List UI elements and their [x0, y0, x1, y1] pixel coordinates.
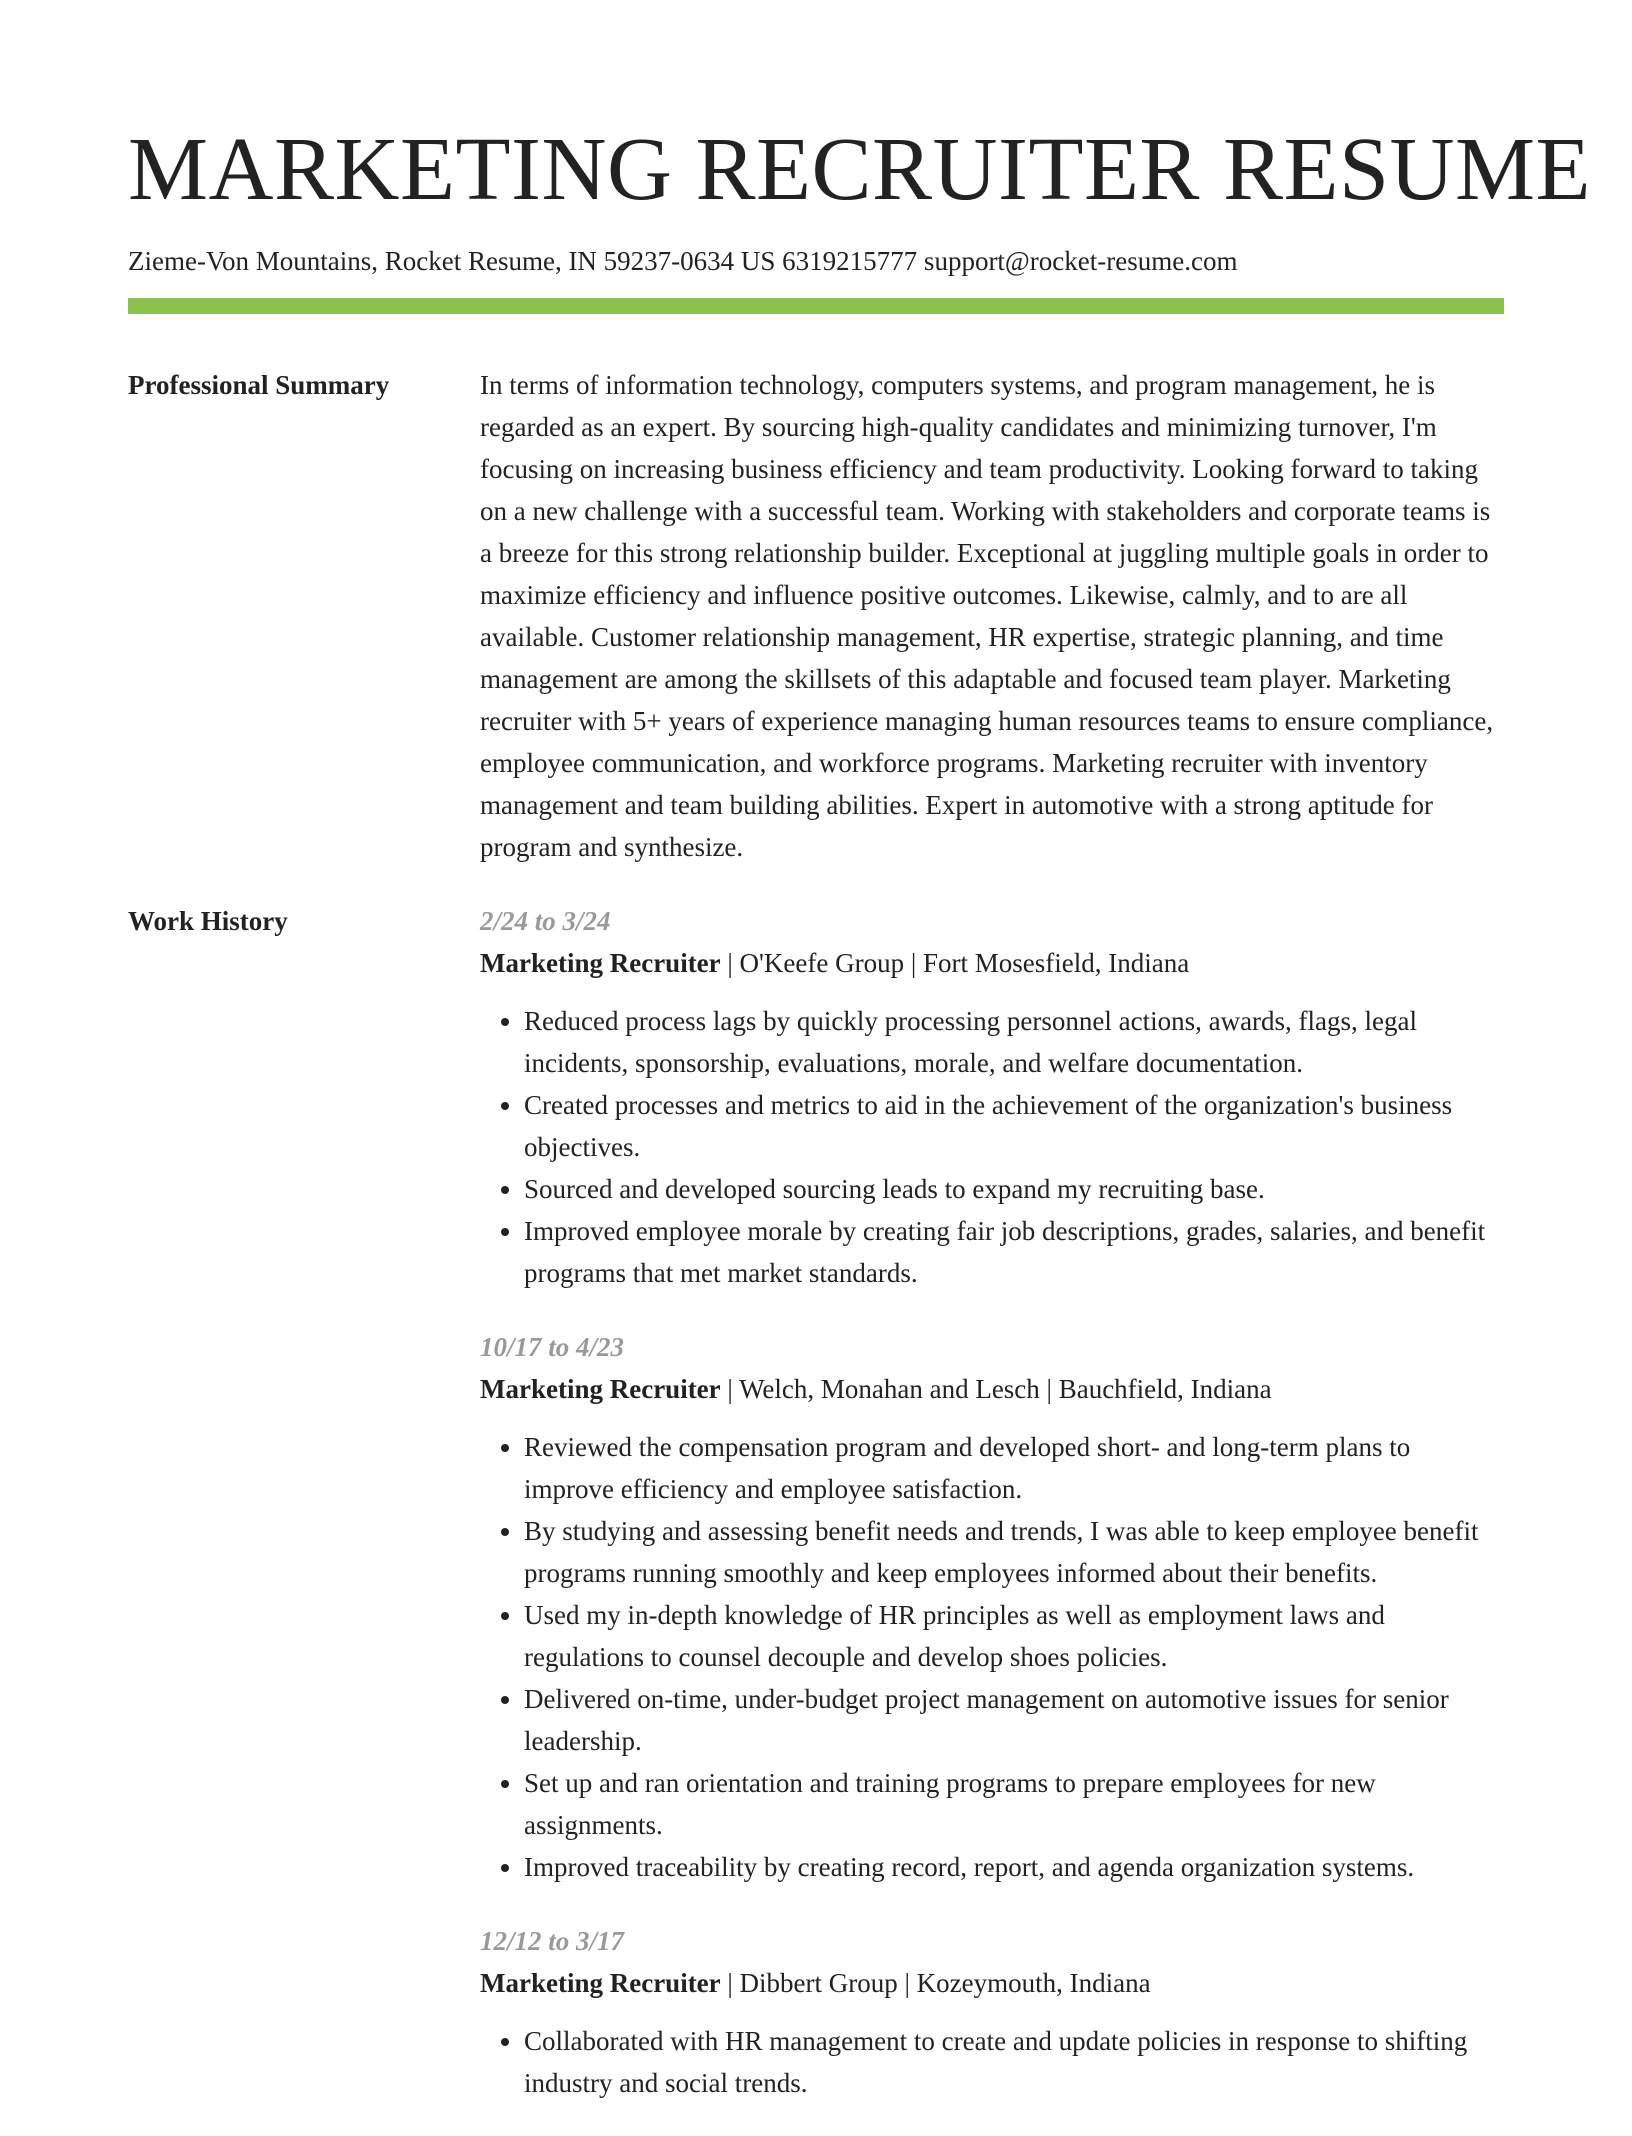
job-bullet: • Set up and ran orientation and training programs to prepare employees for new assignments. [524, 1762, 1504, 1846]
job-bullet: • Reviewed the compensation program and developed short- and long-term plans to improve efficiency and employee satisfaction. [524, 1426, 1504, 1510]
professional-summary-section [128, 364, 1504, 868]
resume-title: MARKETING RECRUITER RESUME [128, 120, 1592, 219]
job-bullet: • Collaborated with HR management to create and update policies in response to shifting industry and social trends. [524, 2020, 1504, 2104]
job-bullet: • Used my in-depth knowledge of HR principles as well as employment laws and regulations to counsel decouple and develop shoes policies. [524, 1594, 1504, 1678]
job-dates: 12/12 to 3/17 [480, 1926, 625, 1956]
job-bullet: • Improved traceability by creating record, report, and agenda organization systems. [524, 1846, 1504, 1888]
resume-page [128, 0, 1592, 2136]
job-entry [480, 1326, 1504, 1888]
summary-body [480, 364, 1504, 868]
work-history-body [480, 900, 1504, 2136]
job-bullet: • Created processes and metrics to aid in the achievement of the organization's business objectives. [524, 1084, 1504, 1168]
job-bullet-list [480, 1000, 1504, 1294]
job-title: Marketing Recruiter [480, 1968, 721, 1998]
job-bullet-list [480, 2020, 1504, 2104]
work-history-section [128, 900, 1504, 2136]
contact-info: Zieme-Von Mountains, Rocket Resume, IN 59237-0634 US 6319215777 support@rocket-resume.com [128, 246, 1238, 276]
job-header [480, 1368, 1504, 1410]
job-bullet: • By studying and assessing benefit needs and trends, I was able to keep employee benefit programs running smoothly and keep employees informed about their benefits. [524, 1510, 1504, 1594]
summary-text: In terms of information technology, computers systems, and program management, he is regarded as an expert. By sourcing high-quality candidates and minimizing turnover, I'm focusing on increasing business efficiency and team productivity. Looking forward to taking on a new challenge with a successful team. Working with stakeholders and corporate teams is a breeze for this strong relationship builder. Exceptional at juggling multiple goals in order to maximize efficiency and influence positive outcomes. Likewise, calmly, and to are all available. Customer relationship management, HR expertise, strategic planning, and time management are among the skillsets of this adaptable and focused team player. Marketing recruiter with 5+ years of experience managing human resources teams to ensure compliance, employee communication, and workforce programs. Marketing recruiter with inventory management and team building abilities. Expert in automotive with a strong aptitude for program and synthesize. [480, 370, 1494, 862]
job-dates: 2/24 to 3/24 [480, 906, 611, 936]
section-label-work-history: Work History [128, 906, 288, 936]
accent-divider [128, 298, 1504, 314]
job-dates: 10/17 to 4/23 [480, 1332, 625, 1362]
job-company-location: | O'Keefe Group | Fort Mosesfield, Indiana [720, 948, 1190, 978]
job-bullet: • Sourced and developed sourcing leads to expand my recruiting base. [524, 1168, 1504, 1210]
job-title: Marketing Recruiter [480, 1374, 721, 1404]
job-entry [480, 900, 1504, 1294]
job-header [480, 1962, 1504, 2004]
job-title: Marketing Recruiter [480, 948, 721, 978]
job-bullet-list [480, 1426, 1504, 1888]
section-label-summary: Professional Summary [128, 370, 390, 400]
job-bullet: • Improved employee morale by creating fair job descriptions, grades, salaries, and benefit programs that met market standards. [524, 1210, 1504, 1294]
job-bullet: • Delivered on-time, under-budget project management on automotive issues for senior leadership. [524, 1678, 1504, 1762]
job-company-location: | Welch, Monahan and Lesch | Bauchfield, Indiana [720, 1374, 1272, 1404]
job-header [480, 942, 1504, 984]
job-company-location: | Dibbert Group | Kozeymouth, Indiana [720, 1968, 1151, 1998]
job-bullet: • Reduced process lags by quickly processing personnel actions, awards, flags, legal incidents, sponsorship, evaluations, morale, and welfare documentation. [524, 1000, 1504, 1084]
job-entry [480, 1920, 1504, 2104]
